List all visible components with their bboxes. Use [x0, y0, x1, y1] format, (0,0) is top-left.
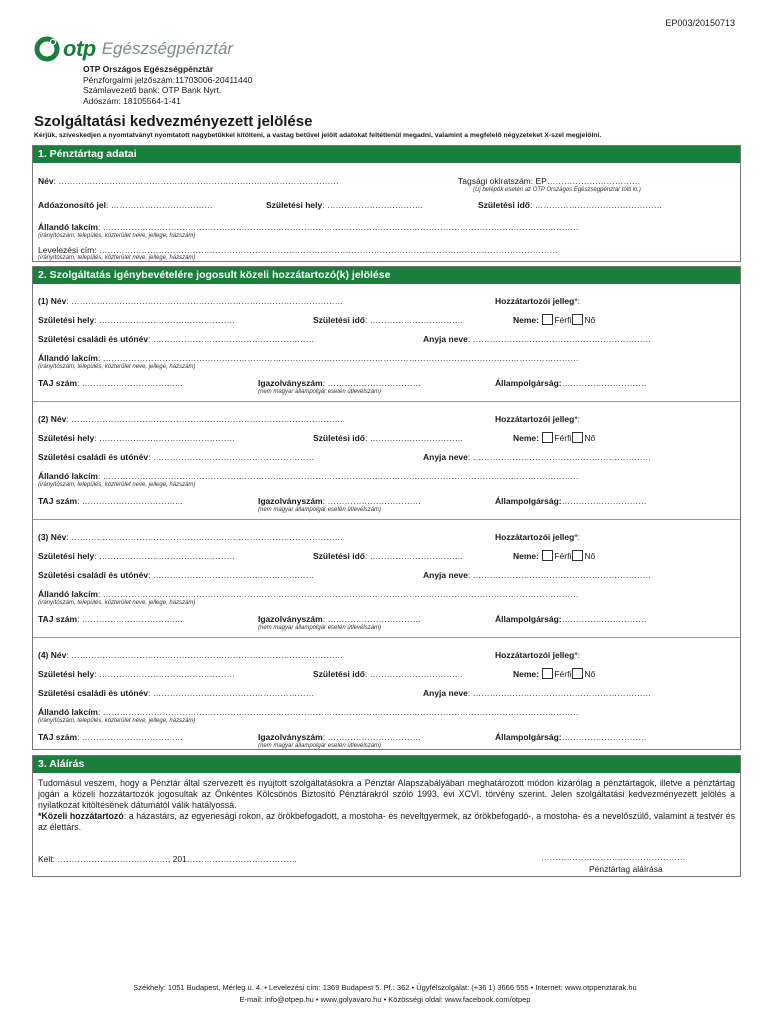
org-line3: Adószám: 18105564-1-41	[83, 95, 181, 106]
relative-name-field[interactable]: (1) Név: ……………………………………………………………………………………	[38, 296, 344, 306]
relative-block-3	[33, 520, 740, 637]
relative-mother-name[interactable]: Anyja neve: ………………………………………………………	[423, 334, 652, 344]
id-card-field[interactable]: Igazolványszám: ……………………………	[258, 378, 421, 388]
org-name: OTP Országos Egészségpénztár	[83, 64, 214, 74]
section-member	[32, 145, 741, 262]
male-checkbox[interactable]	[542, 668, 553, 679]
tax-id-field[interactable]: Adóazonosító jel: ………………………………	[38, 200, 213, 210]
relative-birth-name[interactable]: Születési családi és utónév: …………………………………………………	[38, 452, 315, 462]
page-title: Szolgáltatási kedvezményezett jelölése	[34, 113, 313, 130]
relative-definition-term: *Közeli hozzátartozó	[38, 811, 124, 821]
male-checkbox[interactable]	[542, 432, 553, 443]
footer-line1: Székhely: 1051 Budapest, Mérleg u. 4. • Levelezési cím: 1369 Budapest 5. Pf.: 362 • Ügyfélszolgálat: (+36 1) 3666 555 • Internet: www.otppenztarak.hu	[133, 983, 637, 992]
section-signature	[32, 755, 741, 877]
gender-field: Neme: Férfi Nő	[513, 433, 596, 443]
relative-mother-name[interactable]: Anyja neve: ………………………………………………………	[423, 570, 652, 580]
section-relatives	[32, 266, 741, 750]
citizenship-field[interactable]: Állampolgárság:…………………………	[495, 496, 647, 506]
relative-birth-date[interactable]: Születési idő: ……………………………	[313, 315, 464, 325]
otp-logo-icon	[34, 36, 60, 62]
relative-birth-place[interactable]: Születési hely: …………………………………………	[38, 551, 235, 561]
name-field[interactable]: Név: ………………………………………………………………………………………	[38, 176, 339, 186]
footer	[0, 982, 770, 1006]
address-field[interactable]: Állandó lakcím: ……………………………………………………………………………………………………………………………………………………	[38, 222, 579, 232]
member-hint: (Új belépők esetén az OTP Országos Egészségpénztár tölti ki.)	[473, 187, 641, 193]
gender-field: Neme: Férfi Nő	[513, 669, 596, 679]
relative-block-1	[33, 284, 740, 401]
id-hint: (nem magyar állampolgár esetén útlevélszám)	[258, 389, 382, 395]
section-1-heading: 1. Pénztártag adatai	[33, 146, 740, 163]
id-card-field[interactable]: Igazolványszám: ……………………………	[258, 496, 421, 506]
female-checkbox[interactable]	[572, 668, 583, 679]
gender-field: Neme: Férfi Nő	[513, 551, 596, 561]
relative-birth-place[interactable]: Születési hely: …………………………………………	[38, 433, 235, 443]
taj-field[interactable]: TAJ szám: ……………………………...	[38, 496, 183, 506]
relative-name-field[interactable]: (3) Név: ……………………………………………………………………………………	[38, 532, 344, 542]
relative-birth-place[interactable]: Születési hely: …………………………………………	[38, 315, 235, 325]
id-card-field[interactable]: Igazolványszám: ……………………………	[258, 614, 421, 624]
relative-address-hint: (irányítószám, település, közterület neve, jellege, házszám)	[38, 718, 196, 724]
id-card-field[interactable]: Igazolványszám: ……………………………	[258, 732, 421, 742]
birth-date-field[interactable]: Születési idő: ………………………………………	[478, 200, 663, 210]
citizenship-field[interactable]: Állampolgárság:…………………………	[495, 614, 647, 624]
relative-birth-date[interactable]: Születési idő: ……………………………	[313, 433, 464, 443]
relative-address[interactable]: Állandó lakcím: ……………………………………………………………………………………………………………………………………………………	[38, 589, 579, 599]
footer-line2: E-mail: info@otpep.hu • www.golyavaro.hu • Közösségi oldal: www.facebook.com/otpep	[239, 995, 531, 1004]
citizenship-field[interactable]: Állampolgárság:…………………………	[495, 732, 647, 742]
female-checkbox[interactable]	[572, 314, 583, 325]
id-hint: (nem magyar állampolgár esetén útlevélszám)	[258, 743, 382, 749]
relative-block-2	[33, 402, 740, 519]
relative-birth-date[interactable]: Születési idő: ……………………………	[313, 669, 464, 679]
signature-line[interactable]: ……………………………………………	[541, 852, 686, 862]
address-hint: (irányítószám, település, közterület neve, jellege, házszám)	[38, 233, 196, 239]
relation-field[interactable]: Hozzátartozói jelleg*:	[495, 414, 581, 424]
relative-birth-name[interactable]: Születési családi és utónév: …………………………………………………	[38, 334, 315, 344]
document-code: EP003/20150713	[665, 18, 735, 28]
female-checkbox[interactable]	[572, 550, 583, 561]
relative-birth-date[interactable]: Születési idő: ……………………………	[313, 551, 464, 561]
otp-logo	[34, 36, 233, 62]
relative-mother-name[interactable]: Anyja neve: ………………………………………………………	[423, 688, 652, 698]
id-hint: (nem magyar állampolgár esetén útlevélszám)	[258, 625, 382, 631]
gender-field: Neme: Férfi Nő	[513, 315, 596, 325]
org-line1: Pénzforgalmi jelzőszám:11703006-20411440	[83, 74, 253, 85]
relation-field[interactable]: Hozzátartozói jelleg*:	[495, 532, 581, 542]
signature-label: Pénztártag aláírása	[589, 864, 663, 874]
relative-mother-name[interactable]: Anyja neve: ………………………………………………………	[423, 452, 652, 462]
relative-birth-place[interactable]: Születési hely: …………………………………………	[38, 669, 235, 679]
relative-address[interactable]: Állandó lakcím: ……………………………………………………………………………………………………………………………………………………	[38, 353, 579, 363]
relative-address-hint: (irányítószám, település, közterület neve, jellege, házszám)	[38, 600, 196, 606]
citizenship-field[interactable]: Állampolgárság:…………………………	[495, 378, 647, 388]
member-number-field[interactable]: Tagsági okiratszám: EP……………………………	[458, 176, 641, 186]
logo-word: otp	[63, 36, 96, 61]
male-checkbox[interactable]	[542, 314, 553, 325]
mail-address-hint: (irányítószám, település, közterület neve, jellege, házszám)	[38, 255, 196, 261]
section-3-heading: 3. Aláírás	[33, 756, 740, 773]
section-2-heading: 2. Szolgáltatás igénybevételére jogosult közeli hozzátartozó(k) jelölése	[33, 267, 740, 284]
instructions: Kérjük, szíveskedjen a nyomtatványt nyomtatott nagybetűkkel kitölteni, a vastag betűvel jelölt adatokat feltétlenül megadni, valamint a megfelelő négyzeteket X-szel megjelölni.	[34, 132, 602, 139]
relative-name-field[interactable]: (4) Név: ……………………………………………………………………………………	[38, 650, 344, 660]
relative-address[interactable]: Állandó lakcím: ……………………………………………………………………………………………………………………………………………………	[38, 707, 579, 717]
taj-field[interactable]: TAJ szám: ……………………………...	[38, 732, 183, 742]
relative-address-hint: (irányítószám, település, közterület neve, jellege, házszám)	[38, 482, 196, 488]
relative-address[interactable]: Állandó lakcím: ……………………………………………………………………………………………………………………………………………………	[38, 471, 579, 481]
male-checkbox[interactable]	[542, 550, 553, 561]
relative-name-field[interactable]: (2) Név: ……………………………………………………………………………………	[38, 414, 344, 424]
relative-definition: : a házastárs, az egyenesági rokon, az örökbefogadott, a mostoha- és neveltgyermek, az örökbefogadó-, a mostoha- és a nevelőszülő, valamint a testvér és az élettárs.	[38, 811, 736, 832]
relation-field[interactable]: Hozzátartozói jelleg*:	[495, 650, 581, 660]
mail-address-field[interactable]: Levelezési cím: ………………………………………………………………………………………………………………………………………………	[38, 245, 558, 255]
relative-block-4	[33, 638, 740, 750]
birth-place-field[interactable]: Születési hely: …………………………….	[266, 200, 423, 210]
date-field[interactable]: Kelt: …………………………………, 201…………………………………	[38, 854, 298, 864]
logo-subtitle: Egészségpénztár	[101, 39, 234, 58]
id-hint: (nem magyar állampolgár esetén útlevélszám)	[258, 507, 382, 513]
taj-field[interactable]: TAJ szám: ……………………………...	[38, 614, 183, 624]
organization-info	[83, 64, 252, 106]
relative-birth-name[interactable]: Születési családi és utónév: …………………………………………………	[38, 688, 315, 698]
consent-text: Tudomásul veszem, hogy a Pénztár által szervezett és nyújtott szolgáltatásokra a Pénztár Alapszabályában meghatározott módon kizárólag a pénztártagok, illetve a pénztártag jogán a közeli hozzátartozók jogosultak az Önkéntes Kölcsönös Biztosító Pénztárakról szóló 1993. évi XCVI. törvény szerint. Jelen szolgáltatási kedvezményezett jelölés a nyilatkozat kitöltésének dátumától válik hatályossá. *Közeli hozzátartozó: a házastárs, az egyenesági rokon, az örökbefogadott, a mostoha- és neveltgyermek, az örökbefogadó-, a mostoha- és a nevelőszülő, valamint a testvér és az élettárs.	[38, 778, 736, 832]
relative-birth-name[interactable]: Születési családi és utónév: …………………………………………………	[38, 570, 315, 580]
taj-field[interactable]: TAJ szám: ……………………………...	[38, 378, 183, 388]
org-line2: Számlavezető bank: OTP Bank Nyrt.	[83, 85, 222, 95]
relation-field[interactable]: Hozzátartozói jelleg*:	[495, 296, 581, 306]
relative-address-hint: (irányítószám, település, közterület neve, jellege, házszám)	[38, 364, 196, 370]
female-checkbox[interactable]	[572, 432, 583, 443]
